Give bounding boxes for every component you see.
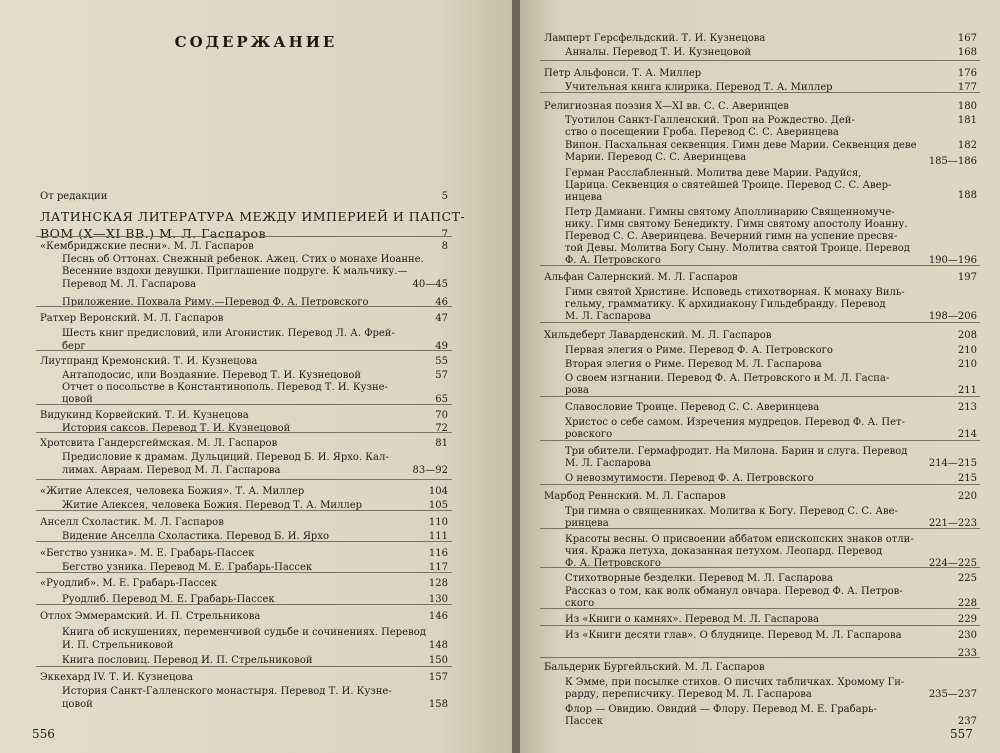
toc-entry-text: Песнь об Оттонах. Снежный ребенок. Ажец. Стих о монахе Иоанне. bbox=[62, 254, 424, 265]
toc-entry-page: 220 bbox=[957, 491, 977, 502]
section-divider bbox=[36, 404, 452, 405]
toc-entry-text: Марии. Перевод С. С. Аверинцева bbox=[565, 152, 747, 163]
toc-entry-page: 221—223 bbox=[928, 518, 977, 529]
toc-entry-page: 233 bbox=[957, 648, 977, 659]
toc-entry-page: 46 bbox=[435, 297, 448, 308]
toc-entry-text: Ф. А. Петровского bbox=[565, 255, 661, 266]
toc-entry-text: Учительная книга клирика. Перевод Т. А. Миллер bbox=[565, 82, 833, 93]
toc-entry-text: Шесть книг предисловий, или Агонистик. Перевод Л. А. Фрей- bbox=[62, 328, 395, 339]
toc-entry-text: Вторая элегия о Риме. Перевод М. Л. Гаспарова bbox=[565, 359, 822, 370]
toc-entry-text: ринцева bbox=[565, 518, 609, 529]
toc-entry-text: чия. Кража петуха, доказанная петухом. Леопард. Перевод bbox=[565, 546, 883, 557]
toc-entry-page: 7 bbox=[441, 229, 448, 240]
toc-entry-text: Бальдерик Бургейльский. М. Л. Гаспаров bbox=[544, 662, 765, 673]
toc-entry-text: Гимн святой Христине. Исповедь стихотворная. К монаху Виль- bbox=[565, 287, 905, 298]
toc-entry-text: ровского bbox=[565, 429, 613, 440]
toc-entry-page: 47 bbox=[435, 313, 448, 324]
toc-entry-text: Петр Дамиани. Гимны святому Аполлинарию Священномуче- bbox=[565, 207, 895, 218]
toc-entry-text: цовой bbox=[62, 394, 93, 405]
toc-entry-text: Рассказ о том, как волк обманул овчара. Перевод Ф. А. Петров- bbox=[565, 586, 903, 597]
toc-entry-page: 228 bbox=[957, 598, 977, 609]
toc-entry-text: Книга об искушениях, переменчивой судьбе и сочинениях. Перевод bbox=[62, 627, 426, 638]
toc-entry-page: 213 bbox=[957, 402, 977, 413]
toc-entry-text: Три обители. Гермафродит. На Милона. Барин и слуга. Перевод bbox=[565, 446, 908, 457]
toc-entry-page: 180 bbox=[957, 101, 977, 112]
toc-entry-text: Стихотворные безделки. Перевод М. Л. Гаспарова bbox=[565, 573, 833, 584]
toc-entry-page: 117 bbox=[428, 562, 448, 573]
toc-entry-text: цовой bbox=[62, 699, 93, 710]
toc-entry-text: Бегство узника. Перевод М. Е. Грабарь-Пассек bbox=[62, 562, 313, 573]
toc-entry-text: От редакции bbox=[40, 191, 108, 202]
toc-entry-page: 5 bbox=[441, 191, 448, 202]
toc-entry-text: Ламперт Герсфельдский. Т. И. Кузнецова bbox=[544, 33, 766, 44]
toc-entry-text: К Эмме, при посылке стихов. О писчих табличках. Хромому Ги- bbox=[565, 677, 905, 688]
section-divider bbox=[540, 657, 980, 658]
toc-entry-page: 210 bbox=[957, 359, 977, 370]
toc-entry-text: М. Л. Гаспарова bbox=[565, 458, 652, 469]
book-gutter bbox=[512, 0, 520, 753]
section-divider bbox=[36, 236, 452, 237]
toc-entry-text: Туотилон Санкт-Галленский. Троп на Рождество. Дей- bbox=[565, 115, 855, 126]
toc-entry-text: Из «Книги о камнях». Перевод М. Л. Гаспарова bbox=[565, 614, 819, 625]
toc-entry-text: «Бегство узника». М. Е. Грабарь-Пассек bbox=[40, 548, 255, 559]
toc-entry-page: 130 bbox=[428, 594, 448, 605]
toc-entry-text: Три гимна о священниках. Молитва к Богу. Перевод С. С. Аве- bbox=[565, 506, 898, 517]
toc-entry-page: 208 bbox=[957, 330, 977, 341]
toc-entry-text: Отчет о посольстве в Константинополь. Перевод Т. И. Кузне- bbox=[62, 382, 388, 393]
toc-entry-text: Отлох Эммерамский. И. П. Стрельникова bbox=[40, 611, 261, 622]
toc-entry-text: Хротсвита Гандерсгеймская. М. Л. Гаспаров bbox=[40, 438, 278, 449]
toc-entry-page: 128 bbox=[428, 578, 448, 589]
toc-entry-text: Видукинд Корвейский. Т. И. Кузнецова bbox=[40, 410, 249, 421]
toc-entry-page: 111 bbox=[428, 531, 448, 542]
toc-entry-text: Марбод Реннский. М. Л. Гаспаров bbox=[544, 491, 726, 502]
toc-entry-page: 148 bbox=[428, 640, 448, 651]
toc-entry-text: Красоты весны. О присвоении аббатом епископских знаков отли- bbox=[565, 534, 914, 545]
toc-entry-text: Хильдеберт Лаварденский. М. Л. Гаспаров bbox=[544, 330, 772, 341]
toc-entry-page: 150 bbox=[428, 655, 448, 666]
toc-entry-text: Флор — Овидию. Овидий — Флору. Перевод М. Е. Грабарь- bbox=[565, 704, 877, 715]
section-divider bbox=[36, 350, 452, 351]
toc-entry-text: Житие Алексея, человека Божия. Перевод Т. А. Миллер bbox=[62, 500, 363, 511]
section-divider bbox=[36, 604, 452, 605]
toc-entry-page: 116 bbox=[428, 548, 448, 559]
toc-entry-text: ство о посещении Гроба. Перевод С. С. Аверинцева bbox=[565, 127, 839, 138]
toc-entry-page: 210 bbox=[957, 345, 977, 356]
toc-entry-page: 190—196 bbox=[928, 255, 977, 266]
toc-entry-text: Лиутпранд Кремонский. Т. И. Кузнецова bbox=[40, 356, 258, 367]
page-number-right: 557 bbox=[950, 727, 973, 741]
toc-entry-text: Предисловие к драмам. Дульциций. Перевод Б. И. Ярхо. Кал- bbox=[62, 452, 389, 463]
toc-entry-page: 185—186 bbox=[928, 156, 977, 167]
toc-entry-text: Приложение. Похвала Риму.—Перевод Ф. А. Петровского bbox=[62, 297, 369, 308]
toc-entry-page: 81 bbox=[435, 438, 448, 449]
toc-entry-text: Альфан Салернский. М. Л. Гаспаров bbox=[544, 272, 738, 283]
toc-entry-text: Герман Расслабленный. Молитва деве Марии. Радуйся, bbox=[565, 168, 862, 179]
toc-entry-text: Пассек bbox=[565, 716, 604, 727]
toc-entry-page: 65 bbox=[435, 394, 448, 405]
toc-entry-text: Анналы. Перевод Т. И. Кузнецовой bbox=[565, 47, 752, 58]
toc-entry-page: 146 bbox=[428, 611, 448, 622]
toc-entry-text: Ратхер Веронский. М. Л. Гаспаров bbox=[40, 313, 224, 324]
page-number-left: 556 bbox=[32, 727, 55, 741]
toc-entry-page: 181 bbox=[957, 115, 977, 126]
section-divider bbox=[36, 432, 452, 433]
section-divider bbox=[36, 510, 452, 511]
section-divider bbox=[540, 60, 980, 61]
section-divider bbox=[540, 440, 980, 441]
toc-entry-text: Антаподосис, или Воздаяние. Перевод Т. И. Кузнецовой bbox=[62, 370, 362, 381]
toc-entry-text: Ф. А. Петровского bbox=[565, 558, 661, 569]
toc-entry-page: 57 bbox=[435, 370, 448, 381]
section-divider bbox=[540, 567, 980, 568]
toc-entry-page: 230 bbox=[957, 630, 977, 641]
toc-entry-page: 235—237 bbox=[928, 689, 977, 700]
toc-entry-text: нику. Гимн святому Бенедикту. Гимн святому апостолу Иоанну. bbox=[565, 219, 908, 230]
toc-entry-text: Видение Анселла Схоластика. Перевод Б. И. Ярхо bbox=[62, 531, 329, 542]
section-divider bbox=[540, 625, 980, 626]
toc-entry-text: рарду, переписчику. Перевод М. Л. Гаспарова bbox=[565, 689, 812, 700]
toc-entry-text: лимах. Авраам. Перевод М. Л. Гаспарова bbox=[62, 465, 281, 476]
toc-entry-page: 110 bbox=[428, 517, 448, 528]
toc-entry-page: 211 bbox=[957, 385, 977, 396]
section-divider bbox=[36, 479, 452, 480]
section-divider bbox=[540, 265, 980, 266]
toc-entry-text: История Санкт-Галленского монастыря. Перевод Т. И. Кузне- bbox=[62, 686, 392, 697]
toc-entry-page: 158 bbox=[428, 699, 448, 710]
toc-entry-text: Славословие Троице. Перевод С. С. Аверинцева bbox=[565, 402, 820, 413]
toc-entry-page: 215 bbox=[957, 473, 977, 484]
toc-entry-page: 182 bbox=[957, 140, 977, 151]
toc-entry-text: Анселл Схоластик. М. Л. Гаспаров bbox=[40, 517, 224, 528]
toc-entry-text: «Кембриджские песни». М. Л. Гаспаров bbox=[40, 241, 254, 252]
toc-entry-page: 237 bbox=[957, 716, 977, 727]
page-title: СОДЕРЖАНИЕ bbox=[174, 33, 338, 51]
toc-entry-text: Эккехард IV. Т. И. Кузнецова bbox=[40, 672, 193, 683]
toc-entry-page: 49 bbox=[435, 341, 448, 352]
toc-entry-page: 83—92 bbox=[412, 465, 448, 476]
toc-entry-text: той Девы. Молитва Богу Сыну. Молитва святой Троице. Перевод bbox=[565, 243, 910, 254]
section-divider bbox=[36, 666, 452, 667]
toc-entry-page: 197 bbox=[957, 272, 977, 283]
toc-entry-page: 188 bbox=[957, 190, 977, 201]
toc-entry-page: 157 bbox=[428, 672, 448, 683]
section-divider bbox=[36, 572, 452, 573]
toc-entry-text: Царица. Секвенция о святейшей Троице. Перевод С. С. Авер- bbox=[565, 180, 892, 191]
toc-entry-text: Христос о себе самом. Изречения мудрецов. Перевод Ф. А. Пет- bbox=[565, 417, 905, 428]
toc-entry-text: Перевод М. Л. Гаспарова bbox=[62, 279, 197, 290]
section-divider bbox=[540, 92, 980, 93]
toc-entry-text: рова bbox=[565, 385, 590, 396]
toc-entry-text: Весенние вздохи девушки. Приглашение подруге. К мальчику.— bbox=[62, 266, 408, 277]
toc-entry-page: 168 bbox=[957, 47, 977, 58]
toc-entry-text: Первая элегия о Риме. Перевод Ф. А. Петровского bbox=[565, 345, 833, 356]
toc-entry-text: Книга пословиц. Перевод И. П. Стрельниковой bbox=[62, 655, 313, 666]
toc-entry-page: 214 bbox=[957, 429, 977, 440]
section-divider bbox=[540, 608, 980, 609]
toc-entry-page: 176 bbox=[957, 68, 977, 79]
toc-entry-page: 105 bbox=[428, 500, 448, 511]
toc-entry-text: «Руодлиб». М. Е. Грабарь-Пассек bbox=[40, 578, 217, 589]
toc-entry-text: инцева bbox=[565, 192, 603, 203]
toc-entry-text: Руодлиб. Перевод М. Е. Грабарь-Пассек bbox=[62, 594, 275, 605]
section-divider bbox=[540, 528, 980, 529]
toc-entry-text: ЛАТИНСКАЯ ЛИТЕРАТУРА МЕЖДУ ИМПЕРИЕЙ И ПАПСТ- bbox=[40, 209, 466, 224]
section-divider bbox=[36, 306, 452, 307]
toc-entry-text: О невозмутимости. Перевод Ф. А. Петровского bbox=[565, 473, 814, 484]
toc-entry-page: 70 bbox=[435, 410, 448, 421]
toc-entry-text: М. Л. Гаспарова bbox=[565, 311, 652, 322]
toc-entry-text: гельму, грамматику. К архидиакону Гильдебранду. Перевод bbox=[565, 299, 886, 310]
toc-entry-page: 198—206 bbox=[928, 311, 977, 322]
toc-entry-page: 225 bbox=[957, 573, 977, 584]
toc-entry-text: История саксов. Перевод Т. И. Кузнецовой bbox=[62, 423, 291, 434]
toc-entry-text: берг bbox=[62, 341, 86, 352]
toc-entry-text: ского bbox=[565, 598, 595, 609]
toc-entry-page: 214—215 bbox=[928, 458, 977, 469]
toc-entry-text: Петр Альфонси. Т. А. Миллер bbox=[544, 68, 702, 79]
toc-entry-page: 55 bbox=[435, 356, 448, 367]
toc-entry-page: 40—45 bbox=[412, 279, 448, 290]
toc-entry-page: 72 bbox=[435, 423, 448, 434]
toc-entry-page: 229 bbox=[957, 614, 977, 625]
toc-entry-page: 104 bbox=[428, 486, 448, 497]
toc-entry-text: Випон. Пасхальная секвенция. Гимн деве Марии. Секвенция деве bbox=[565, 140, 917, 151]
toc-entry-page: 224—225 bbox=[928, 558, 977, 569]
toc-entry-page: 177 bbox=[957, 82, 977, 93]
toc-entry-page: 8 bbox=[441, 241, 448, 252]
toc-entry-text: ВОМ (X—XI ВВ.) М. Л. Гаспаров bbox=[40, 226, 267, 241]
toc-entry-text: И. П. Стрельниковой bbox=[62, 640, 174, 651]
toc-entry-text: О своем изгнании. Перевод Ф. А. Петровского и М. Л. Гаспа- bbox=[565, 373, 890, 384]
section-divider bbox=[36, 541, 452, 542]
right-page bbox=[520, 0, 1000, 753]
toc-entry-page: 167 bbox=[957, 33, 977, 44]
section-divider bbox=[540, 322, 980, 323]
section-divider bbox=[540, 484, 980, 485]
toc-entry-text: «Житие Алексея, человека Божия». Т. А. Миллер bbox=[40, 486, 305, 497]
section-divider bbox=[540, 396, 980, 397]
toc-entry-text: Перевод С. С. Аверинцева. Вечерний гимн на успение пресвя- bbox=[565, 231, 898, 242]
toc-entry-text: Религиозная поэзия X—XI вв. С. С. Аверинцев bbox=[544, 101, 789, 112]
toc-entry-text: Из «Книги десяти глав». О блуднице. Перевод М. Л. Гаспарова bbox=[565, 630, 902, 641]
